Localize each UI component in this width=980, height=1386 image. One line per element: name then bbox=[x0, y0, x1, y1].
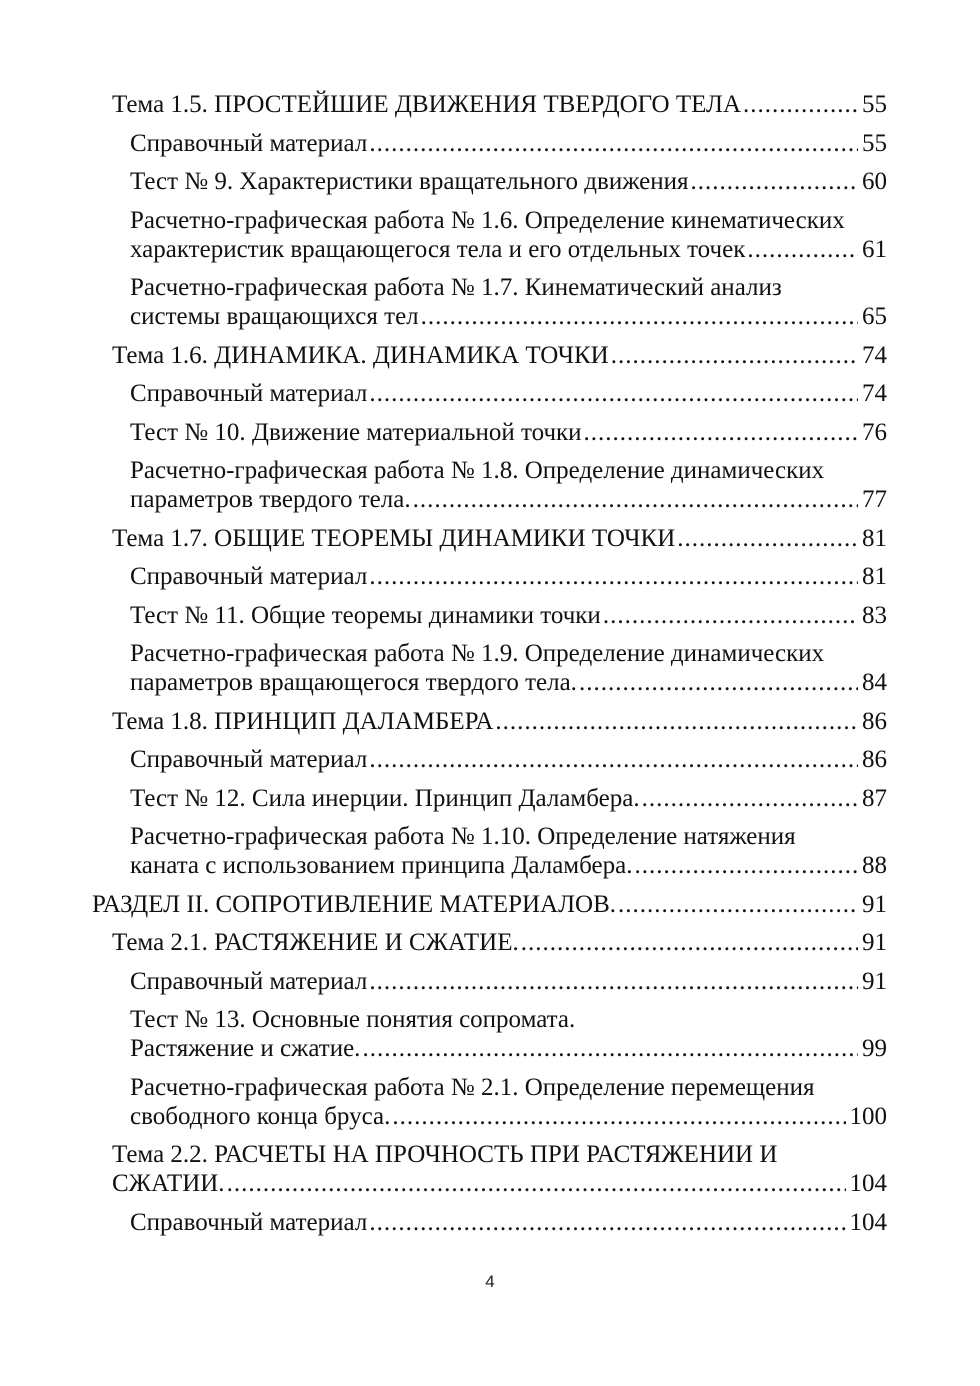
toc-page-number: 74 bbox=[862, 341, 887, 369]
toc-entry-title-line: Расчетно-графическая работа № 1.9. Определение динамических bbox=[130, 640, 825, 667]
toc-entry-title: Тест № 12. Сила инерции. Принцип Даламбера. bbox=[130, 784, 640, 812]
dot-leader bbox=[618, 890, 858, 919]
toc-entry-title-line: Расчетно-графическая работа № 2.1. Определение перемещения bbox=[130, 1073, 815, 1101]
toc-entry-title-line: Расчетно-графическая работа № 1.7. Кинематический анализ bbox=[130, 274, 782, 301]
toc-page-number: 61 bbox=[862, 235, 887, 263]
toc-page-number: 84 bbox=[862, 669, 887, 696]
toc-entry[interactable] bbox=[92, 90, 887, 119]
toc-entry-line bbox=[130, 1208, 887, 1237]
toc-entry-line bbox=[130, 668, 887, 697]
toc-entry[interactable] bbox=[92, 639, 887, 697]
toc-page-number: 87 bbox=[862, 784, 887, 812]
toc-page-number: 86 bbox=[862, 746, 887, 773]
toc-page-number: 86 bbox=[862, 707, 887, 735]
toc-entry-title: Тема 2.1. РАСТЯЖЕНИЕ И СЖАТИЕ. bbox=[112, 929, 519, 956]
toc-entry-title: системы вращающихся тел bbox=[130, 303, 419, 330]
toc-entry-line bbox=[130, 1102, 887, 1131]
toc-page-number: 83 bbox=[862, 601, 887, 629]
dot-leader bbox=[603, 601, 858, 630]
toc-entry-line bbox=[130, 379, 887, 408]
toc-page-number: 91 bbox=[862, 967, 887, 995]
toc-entry[interactable] bbox=[92, 890, 887, 919]
toc-entry-title-line: Расчетно-графическая работа № 1.6. Определение кинематических bbox=[130, 206, 845, 234]
toc-entry-title: характеристик вращающегося тела и его отдельных точек bbox=[130, 235, 746, 263]
toc-entry[interactable] bbox=[92, 745, 887, 774]
toc-entry[interactable] bbox=[92, 418, 887, 447]
toc-page-number: 100 bbox=[849, 1102, 887, 1130]
dot-leader bbox=[369, 129, 858, 158]
toc-entry-title: параметров твердого тела. bbox=[130, 486, 411, 513]
toc-entry[interactable] bbox=[92, 1208, 887, 1237]
toc-entry-title: Справочный материал bbox=[130, 1208, 368, 1236]
toc-entry-title: каната с использованием принципа Даламбера. bbox=[130, 852, 633, 879]
toc-entry-title: Справочный материал bbox=[130, 746, 368, 773]
toc-page-number: 55 bbox=[862, 91, 887, 118]
toc-entry-line bbox=[130, 1034, 887, 1063]
toc-page-number: 55 bbox=[862, 129, 887, 157]
toc-entry-title: СЖАТИИ. bbox=[112, 1170, 225, 1197]
toc-page-number: 77 bbox=[862, 486, 887, 513]
toc-entry[interactable] bbox=[92, 1005, 887, 1063]
toc-entry-title: Тема 1.6. ДИНАМИКА. ДИНАМИКА ТОЧКИ bbox=[112, 341, 609, 369]
toc-entry-line bbox=[130, 967, 887, 996]
toc-entry-title: параметров вращающегося твердого тела. bbox=[130, 669, 577, 696]
toc-entry-title: Тест № 11. Общие теоремы динамики точки bbox=[130, 601, 601, 629]
toc-entry-line bbox=[130, 418, 887, 447]
dot-leader bbox=[421, 302, 858, 331]
toc-entry-line bbox=[130, 167, 887, 196]
dot-leader bbox=[579, 668, 858, 697]
toc-entry-line bbox=[130, 562, 887, 591]
toc-page-number: 81 bbox=[862, 524, 887, 552]
toc-page-number: 60 bbox=[862, 168, 887, 195]
toc-entry-title-line: Тема 2.2. РАСЧЕТЫ НА ПРОЧНОСТЬ ПРИ РАСТЯЖЕНИИ И bbox=[112, 1141, 778, 1168]
toc-entry-title: Тест № 10. Движение материальной точки bbox=[130, 418, 582, 446]
toc-entry-line bbox=[130, 601, 887, 630]
toc-entry-line bbox=[112, 928, 887, 957]
toc-entry-line bbox=[112, 707, 887, 736]
toc-page-number: 99 bbox=[862, 1035, 887, 1062]
toc-page-number: 104 bbox=[849, 1170, 887, 1197]
toc-entry[interactable] bbox=[92, 341, 887, 370]
toc-page-number: 81 bbox=[862, 563, 887, 590]
dot-leader bbox=[743, 90, 858, 119]
toc-entry-title: Справочный материал bbox=[130, 967, 368, 995]
toc-entry[interactable] bbox=[92, 562, 887, 591]
dot-leader bbox=[642, 784, 858, 813]
dot-leader bbox=[369, 1208, 845, 1237]
toc-entry-line bbox=[130, 129, 887, 158]
toc-entry[interactable] bbox=[92, 928, 887, 957]
dot-leader bbox=[369, 745, 858, 774]
dot-leader bbox=[369, 379, 858, 408]
toc-entry-line bbox=[130, 784, 887, 813]
dot-leader bbox=[392, 1102, 845, 1131]
dot-leader bbox=[413, 485, 858, 514]
toc-entry[interactable] bbox=[92, 784, 887, 813]
toc-entry-title: Тема 1.7. ОБЩИЕ ТЕОРЕМЫ ДИНАМИКИ ТОЧКИ bbox=[112, 524, 676, 552]
toc-entry-title: Справочный материал bbox=[130, 563, 368, 590]
toc-entry-line bbox=[130, 485, 887, 514]
toc-page-number: 74 bbox=[862, 380, 887, 407]
toc-entry-title-line: Тест № 13. Основные понятия сопромата. bbox=[130, 1006, 576, 1033]
toc-entry[interactable] bbox=[92, 1073, 887, 1131]
toc-entry-line bbox=[112, 524, 887, 553]
table-of-contents bbox=[92, 90, 887, 1246]
toc-entry[interactable] bbox=[92, 273, 887, 331]
dot-leader bbox=[369, 562, 858, 591]
toc-page-number: 91 bbox=[862, 929, 887, 956]
toc-page-number: 65 bbox=[862, 303, 887, 330]
dot-leader bbox=[677, 524, 858, 553]
toc-entry-title: Тема 1.8. ПРИНЦИП ДАЛАМБЕРА bbox=[112, 707, 494, 735]
toc-entry-title-line: Расчетно-графическая работа № 1.8. Определение динамических bbox=[130, 457, 825, 484]
toc-entry[interactable] bbox=[92, 456, 887, 514]
toc-entry-title: Справочный материал bbox=[130, 380, 368, 407]
toc-entry[interactable] bbox=[92, 129, 887, 158]
toc-entry-line bbox=[130, 302, 887, 331]
toc-entry-title: Справочный материал bbox=[130, 129, 368, 157]
toc-entry-title: Тема 1.5. ПРОСТЕЙШИЕ ДВИЖЕНИЯ ТВЕРДОГО ТЕЛА bbox=[112, 91, 742, 118]
toc-entry[interactable] bbox=[92, 822, 887, 880]
toc-entry-title: Растяжение и сжатие. bbox=[130, 1035, 361, 1062]
toc-entry[interactable] bbox=[92, 167, 887, 196]
dot-leader bbox=[747, 235, 858, 264]
toc-entry-line bbox=[130, 235, 887, 264]
dot-leader bbox=[634, 851, 858, 880]
toc-page-number: 88 bbox=[862, 852, 887, 879]
toc-entry[interactable] bbox=[92, 206, 887, 264]
toc-entry[interactable] bbox=[92, 707, 887, 736]
toc-entry[interactable] bbox=[92, 524, 887, 553]
toc-entry-title: свободного конца бруса. bbox=[130, 1102, 391, 1130]
toc-page-number: 104 bbox=[849, 1208, 887, 1236]
toc-page-number: 91 bbox=[862, 890, 887, 918]
toc-entry-line bbox=[112, 1169, 887, 1198]
dot-leader bbox=[611, 341, 858, 370]
toc-page-number: 76 bbox=[862, 418, 887, 446]
toc-entry-line bbox=[112, 341, 887, 370]
page-number: 4 bbox=[485, 1272, 495, 1291]
dot-leader bbox=[369, 967, 858, 996]
toc-entry-title: РАЗДЕЛ II. СОПРОТИВЛЕНИЕ МАТЕРИАЛОВ. bbox=[92, 890, 617, 918]
toc-entry-line bbox=[112, 90, 887, 119]
toc-entry-title-line: Расчетно-графическая работа № 1.10. Определение натяжения bbox=[130, 823, 796, 850]
toc-entry-line bbox=[130, 745, 887, 774]
toc-entry[interactable] bbox=[92, 379, 887, 408]
toc-entry[interactable] bbox=[92, 967, 887, 996]
toc-entry-line bbox=[92, 890, 887, 919]
dot-leader bbox=[495, 707, 858, 736]
toc-entry[interactable] bbox=[92, 1140, 887, 1198]
toc-entry[interactable] bbox=[92, 601, 887, 630]
dot-leader bbox=[584, 418, 858, 447]
dot-leader bbox=[521, 928, 858, 957]
toc-entry-title: Тест № 9. Характеристики вращательного движения bbox=[130, 168, 689, 195]
dot-leader bbox=[691, 167, 858, 196]
dot-leader bbox=[362, 1034, 858, 1063]
dot-leader bbox=[227, 1169, 846, 1198]
toc-entry-line bbox=[130, 851, 887, 880]
